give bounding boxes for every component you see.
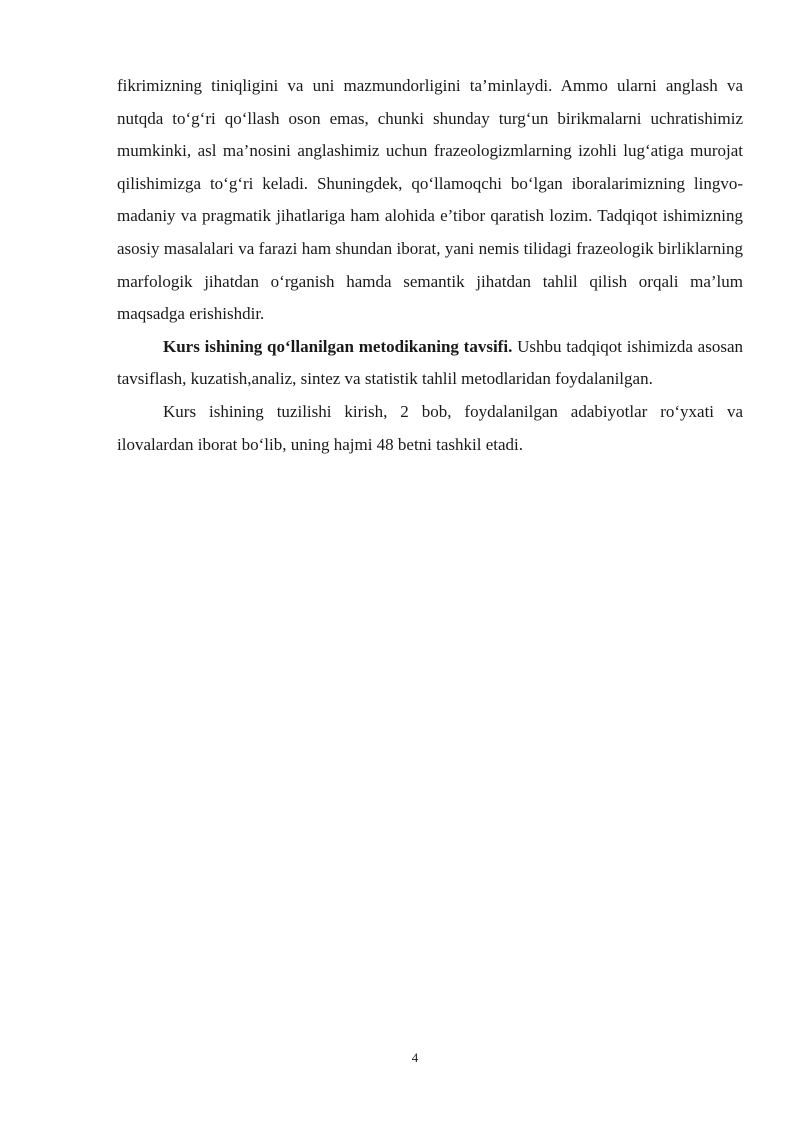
paragraph-text: fikrimizning tiniqligini va uni mazmundorligini ta’minlaydi. Ammo ularni anglash va nutqda to‘g‘ri qo‘llash oson emas, chunki shunday turg‘un birikmalarni uchratishimiz mumkinki, asl ma’nosini anglashimiz uchun frazeologizmlarning izohli lug‘atiga murojat qilishimizga to‘g‘ri keladi. Shuningdek, qo‘llamoqchi bo‘lgan iboralarimizning lingvo-madaniy va pragmatik jihatlariga ham alohida e’tibor qaratish lozim. Tadqiqot ishimizning asosiy masalalari va farazi ham shundan iborat, yani nemis tilidagi frazeologik birliklarning marfologik jihatdan o‘rganish hamda semantik jihatdan tahlil qilish orqali ma’lum maqsadga erishishdir.: [117, 76, 743, 324]
paragraph-methodology: [117, 331, 743, 396]
paragraph-text: Kurs ishining tuzilishi kirish, 2 bob, foydalanilgan adabiyotlar ro‘yxati va ilovalardan iborat bo‘lib, uning hajmi 48 betni tashkil etadi.: [117, 401, 743, 454]
paragraph-text: Ushbu tadqiqot ishimizda asosan tavsiflash, kuzatish,analiz, sintez va statistik tahlil metodlaridan foydalanilgan.: [117, 336, 744, 389]
paragraph-continuation: [117, 70, 743, 331]
document-body: [117, 70, 743, 461]
page-number: 4: [411, 1050, 419, 1065]
paragraph-heading: Kurs ishining qo‘llanilgan metodikaning tavsifi.: [163, 336, 513, 356]
paragraph-structure: [117, 396, 743, 461]
